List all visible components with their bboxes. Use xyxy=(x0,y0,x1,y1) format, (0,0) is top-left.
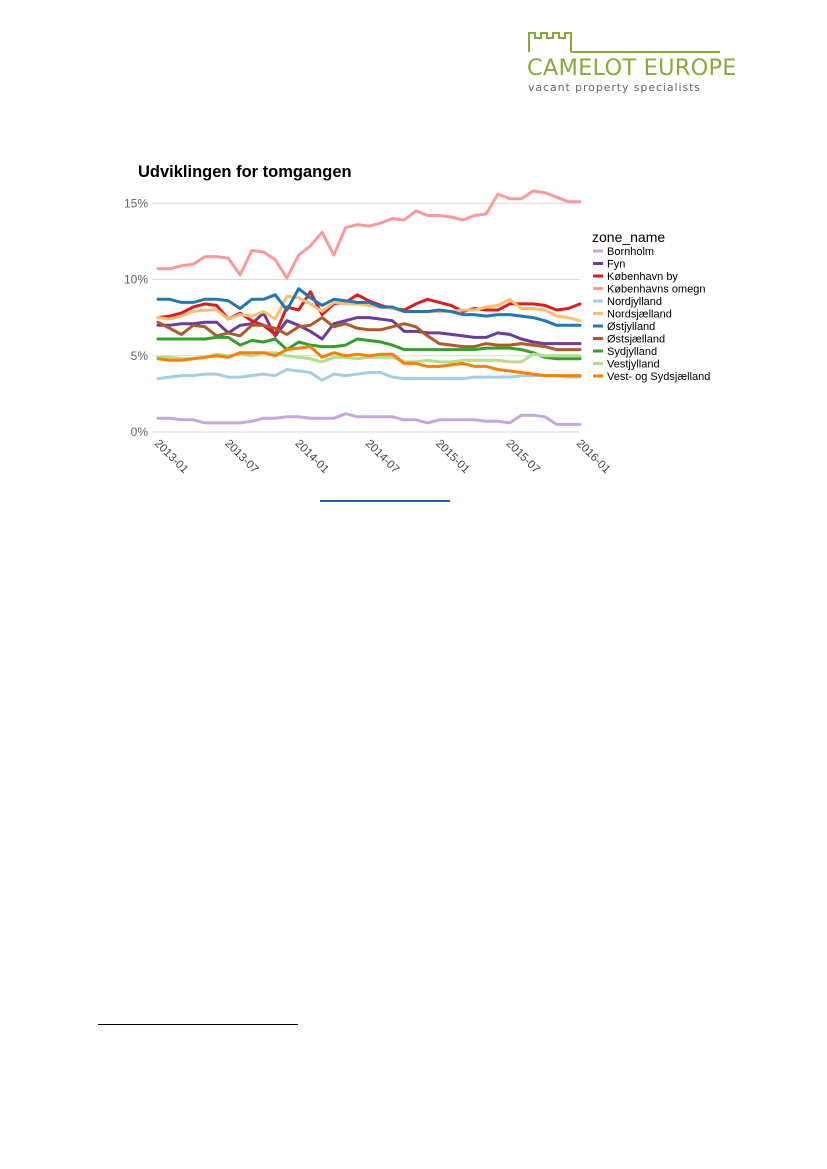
legend-title: zone_name xyxy=(592,229,666,245)
legend-label: København by xyxy=(607,271,678,283)
y-tick-label: 10% xyxy=(123,272,148,287)
legend-label: Vest- og Sydsjælland xyxy=(607,371,711,383)
logo-tagline: vacant property specialists xyxy=(528,81,701,94)
series-line xyxy=(158,191,580,278)
chart-title: Udviklingen for tomgangen xyxy=(138,163,352,181)
legend-label: Østjylland xyxy=(607,321,656,333)
chart-legend xyxy=(592,229,710,383)
legend-label: Nordjylland xyxy=(607,296,663,308)
legend-label: Fyn xyxy=(607,258,626,271)
y-tick-label: 15% xyxy=(123,196,148,211)
x-tick-label: 2015-07 xyxy=(503,437,542,476)
x-tick-label: 2014-01 xyxy=(292,437,331,476)
footnote-separator xyxy=(98,1024,298,1025)
x-axis-ticks xyxy=(152,438,612,476)
series-line xyxy=(158,289,580,326)
logo-brand: CAMELOT EUROPE xyxy=(527,55,737,81)
legend-label: Vestjylland xyxy=(607,358,660,371)
legend-label: Bornholm xyxy=(607,246,655,258)
y-tick-label: 0% xyxy=(130,425,148,439)
legend-label: Københavns omegn xyxy=(607,283,706,296)
y-tick-label: 5% xyxy=(130,348,148,363)
x-tick-label: 2013-07 xyxy=(222,437,261,476)
caption-link-underline[interactable] xyxy=(320,500,450,502)
x-tick-label: 2016-01 xyxy=(573,437,613,476)
series-line xyxy=(158,414,580,425)
x-tick-label: 2014-07 xyxy=(362,437,402,476)
legend-label: Østsjælland xyxy=(607,333,666,346)
legend-label: Nordsjælland xyxy=(607,308,672,321)
legend-label: Sydjylland xyxy=(607,346,658,358)
y-axis-ticks xyxy=(124,196,148,439)
vacancy-line-chart xyxy=(80,150,740,490)
chart-series-lines xyxy=(158,191,580,424)
x-tick-label: 2013-01 xyxy=(151,437,191,476)
x-tick-label: 2015-01 xyxy=(433,437,472,476)
series-line xyxy=(158,318,580,350)
